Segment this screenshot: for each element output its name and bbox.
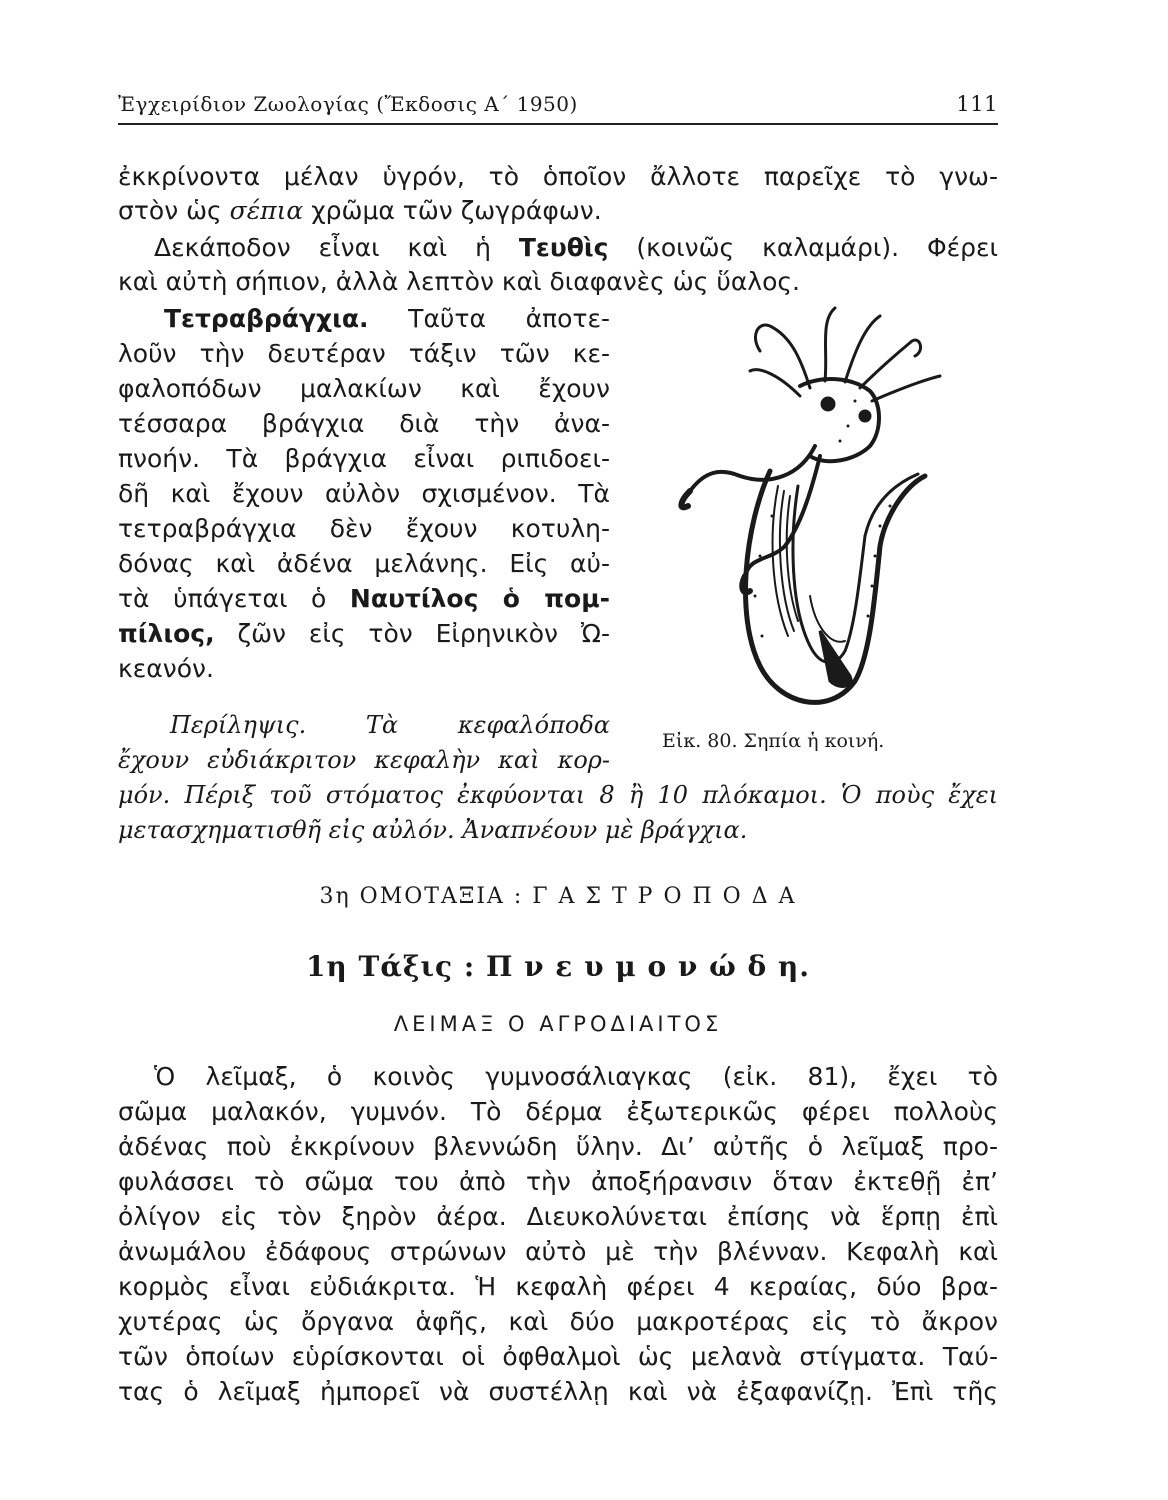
cuttlefish-illustration — [650, 296, 950, 716]
text-line: χυτέρας ὡς ὄργανα ἁφῆς, καὶ δύο μακροτέρας εἰς τὸ ἄκρον — [118, 1307, 998, 1336]
text-line: ἐκκρίνοντα μέλαν ὑγρόν, τὸ ὁποῖον ἄλλοτε παρεῖχε τὸ γνω- — [118, 162, 998, 191]
text-line: ὀλίγον εἰς τὸν ξηρὸν ἀέρα. Διευκολύνεται ἐπίσης νὰ ἕρπῃ ἐπὶ — [118, 1202, 998, 1231]
text-line: πίλιος, ζῶν εἰς τὸν Εἰρηνικὸν Ὠ- — [118, 619, 610, 648]
text-line: κεανόν. — [118, 654, 214, 683]
text-line: φυλάσσει τὸ σῶμα του ἀπὸ τὴν ἀποξήρανσιν ὅταν ἐκτεθῇ ἐπ’ — [118, 1167, 998, 1196]
text-line: σῶμα μαλακόν, γυμνόν. Τὸ δέρμα ἐξωτερικῶς φέρει πολλοὺς — [118, 1097, 998, 1126]
summary-line: μετασχηματισθῆ εἰς αὐλόν. Ἀναπνέουν μὲ βράγχια. — [118, 816, 748, 844]
text-line: Δεκάποδον εἶναι καὶ ἡ Τευθὶς (κοινῶς καλαμάρι). Φέρει — [154, 233, 998, 262]
section-heading: 3η ΟΜΟΤΑΞΙΑ : Γ Α Σ Τ Ρ Ο Π Ο Δ Α — [319, 884, 797, 909]
text-line: τέσσαρα βράγχια διὰ τὴν ἀνα- — [118, 409, 610, 438]
text-line: τὰ ὑπάγεται ὁ Ναυτίλος ὁ πομ- — [118, 584, 610, 613]
book-title: Ἐγχειρίδιον Ζωολογίας (Ἔκδοσις Α΄ 1950) — [118, 92, 578, 116]
summary-line: Περίληψις. Τὰ κεφαλόποδα — [170, 711, 610, 739]
summary-line: μόν. Πέριξ τοῦ στόματος ἐκφύονται 8 ἢ 10 πλόκαμοι. Ὁ ποὺς ἔχει — [118, 781, 998, 809]
species-heading: ΛΕΙΜΑΞ Ο ΑΓΡΟΔΙΑΙΤΟΣ — [393, 1012, 723, 1036]
running-head — [118, 92, 998, 122]
text-line: Τετραβράγχια. Ταῦτα ἀποτε- — [164, 304, 610, 333]
text-line: φαλοπόδων μαλακίων καὶ ἔχουν — [118, 374, 610, 403]
text-line: στὸν ὡς σέπια χρῶμα τῶν ζωγράφων. — [118, 196, 602, 225]
italic-term: σέπια — [229, 196, 304, 225]
text-line: καὶ αὐτὴ σήπιον, ἀλλὰ λεπτὸν καὶ διαφανὲς ὡς ὕαλος. — [118, 267, 801, 296]
bold-term: Τετραβράγχια. — [164, 304, 369, 333]
text-line: τετραβράγχια δὲν ἔχουν κοτυλη- — [118, 514, 610, 543]
text-line: πνοήν. Τὰ βράγχια εἶναι ριπιδοει- — [118, 444, 610, 473]
bold-term: Τευθὶς — [518, 233, 609, 262]
text-line: Ὁ λεῖμαξ, ὁ κοινὸς γυμνοσάλιαγκας (εἰκ. 81), ἔχει τὸ — [154, 1062, 998, 1091]
bold-term: Ναυτίλος ὁ πομ- — [349, 584, 610, 613]
text-line: τῶν ὁποίων εὑρίσκονται οἱ ὀφθαλμοὶ ὡς μελανὰ στίγματα. Ταύ- — [118, 1342, 998, 1371]
summary-line: ἔχουν εὐδιάκριτον κεφαλὴν καὶ κορ- — [118, 746, 610, 774]
figure-caption: Εἰκ. 80. Σηπία ἡ κοινή. — [662, 730, 885, 752]
header-rule — [118, 123, 998, 125]
text-line: δόνας καὶ ἀδένα μελάνης. Εἰς αὐ- — [118, 549, 610, 578]
bold-term: πίλιος, — [118, 619, 215, 648]
text-line: κορμὸς εἶναι εὐδιάκριτα. Ἡ κεφαλὴ φέρει 4 κεραίας, δύο βρα- — [118, 1272, 998, 1301]
text-line: ἀνωμάλου ἐδάφους στρώνων αὐτὸ μὲ τὴν βλένναν. Κεφαλὴ καὶ — [118, 1237, 998, 1266]
text-line: δῆ καὶ ἔχουν αὐλὸν σχισμένον. Τὰ — [118, 479, 610, 508]
order-heading: 1η Τάξις : Π ν ε υ μ ο ν ώ δ η. — [305, 950, 811, 983]
text-line: τας ὁ λεῖμαξ ἠμπορεῖ νὰ συστέλλῃ καὶ νὰ ἐξαφανίζῃ. Ἐπὶ τῆς — [118, 1377, 998, 1406]
text-line: ἀδένας ποὺ ἐκκρίνουν βλεννώδη ὕλην. Δι’ αὐτῆς ὁ λεῖμαξ προ- — [118, 1132, 998, 1161]
page-number: 111 — [956, 92, 998, 116]
text-line: λοῦν τὴν δευτέραν τάξιν τῶν κε- — [118, 339, 610, 368]
